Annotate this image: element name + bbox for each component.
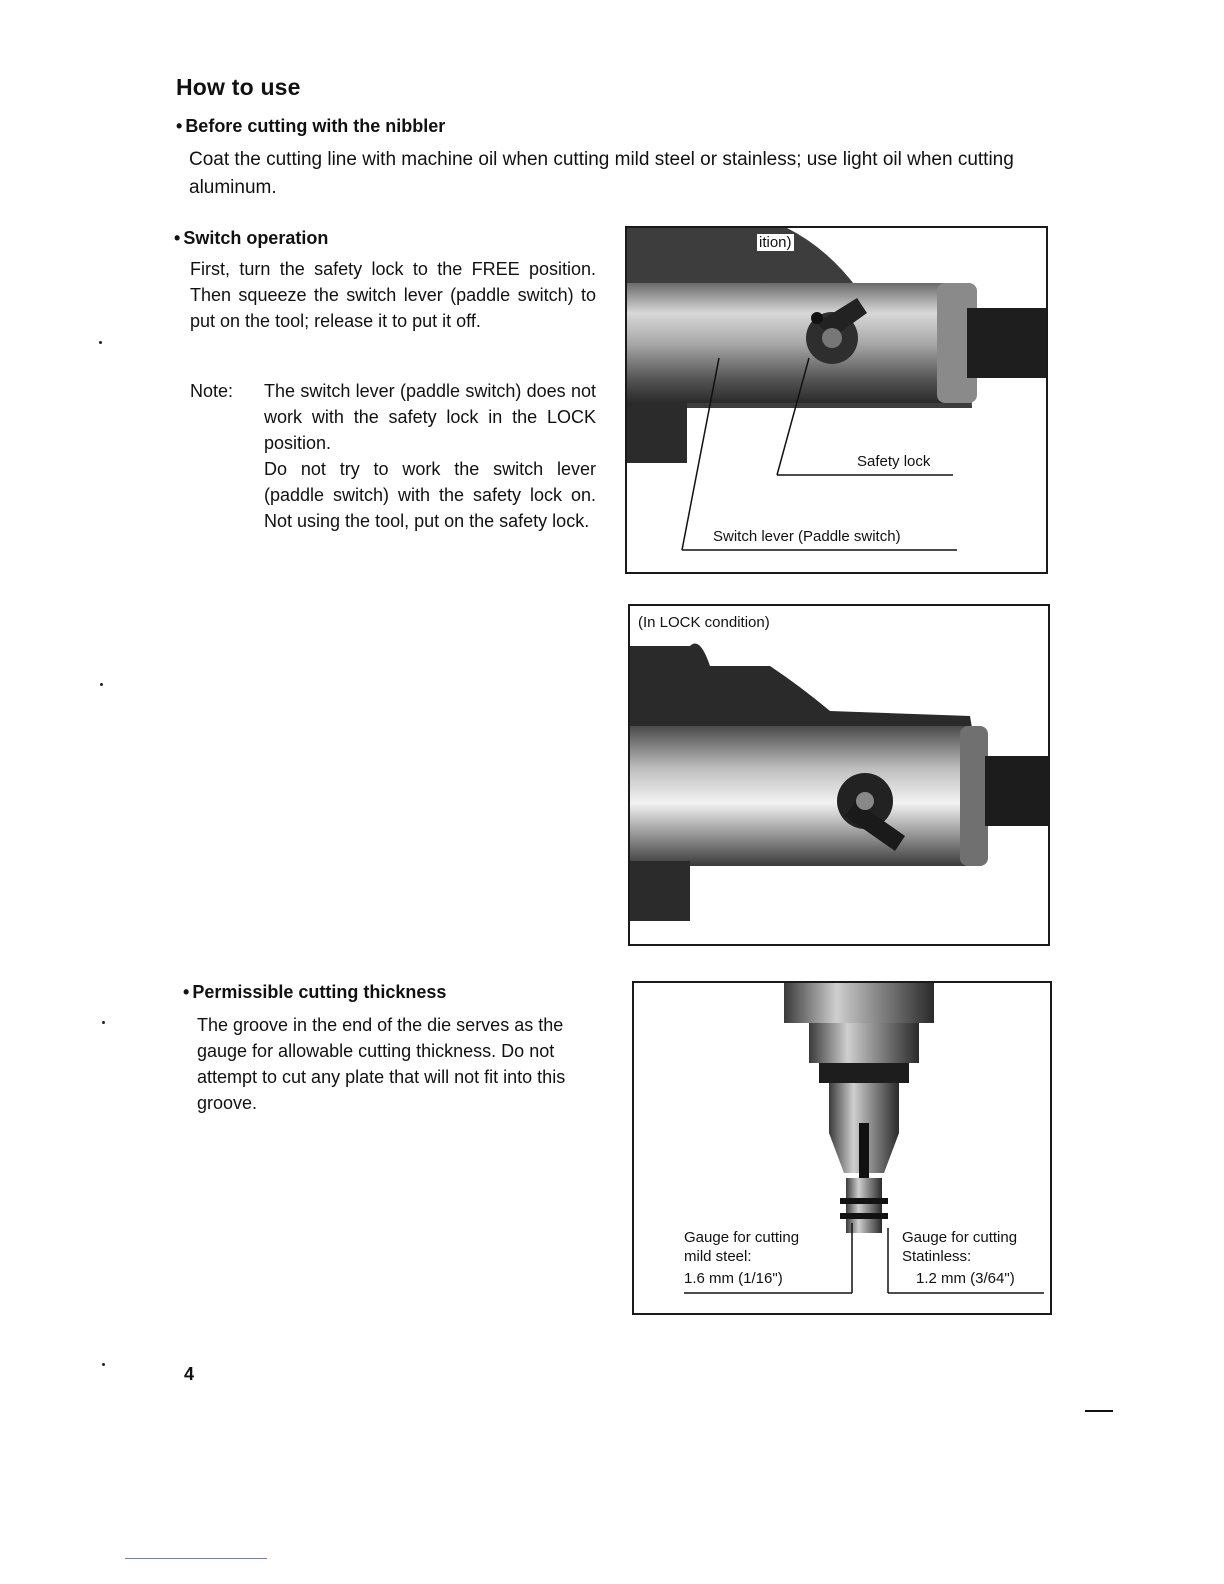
free-caption: ition) [759,234,792,251]
cutting-thickness-title [183,982,446,1003]
gauge-left-line-2: mild steel: [684,1248,752,1265]
scan-mark [102,1363,105,1366]
bullet-icon: • [176,116,183,136]
lock-condition-figure [628,604,1050,946]
safety-lock-label: Safety lock [857,453,931,470]
scan-mark [102,1021,105,1024]
scan-mark-dash [1085,1410,1113,1412]
scan-mark [100,683,103,686]
bullet-icon: • [174,228,181,248]
before-cutting-title-text: Before cutting with the nibbler [185,116,446,136]
page-number: 4 [184,1364,195,1384]
gauge-figure [632,981,1052,1315]
gauge-right-line-3: 1.2 mm (3/64") [916,1270,1015,1287]
scan-mark [99,341,102,344]
switch-operation-text: First, turn the safety lock to the FREE position. Then squeeze the switch lever (paddle switch) to put on the tool; release it to put it off. [190,259,596,331]
switch-operation-title-text: Switch operation [183,228,329,248]
switch-lever-label: Switch lever (Paddle switch) [713,528,901,545]
switch-operation-title [174,228,328,249]
note-line-2: Do not try to work the switch lever (paddle switch) with the safety lock on. Not using the tool, put on the safety lock. [264,459,596,531]
gauge-left-line-3: 1.6 mm (1/16") [684,1270,783,1287]
gauge-right-line-2: Statinless: [902,1248,972,1265]
cutting-thickness-text: The groove in the end of the die serves as the gauge for allowable cutting thickness. Do not attempt to cut any plate that will not fit into this groove. [197,1015,566,1113]
cutting-thickness-title-text: Permissible cutting thickness [192,982,447,1002]
bullet-icon: • [183,982,190,1002]
note-line-1: The switch lever (paddle switch) does not work with the safety lock in the LOCK position. [264,381,596,453]
free-condition-figure [625,226,1048,574]
gauge-left-line-1: Gauge for cutting [684,1229,800,1246]
free-leader-lines [627,228,1046,572]
page-heading: How to use [176,74,301,100]
scan-edge-line [125,1558,267,1559]
gauge-right-line-1: Gauge for cutting [902,1229,1018,1246]
lock-caption: (In LOCK condition) [638,614,770,631]
before-cutting-title [176,116,445,137]
nibbler-lock-photo [630,606,1048,944]
note-label: Note: [190,381,234,401]
before-cutting-text: Coat the cutting line with machine oil when cutting mild steel or stainless; use light oil when cutting aluminum. [189,149,1014,198]
